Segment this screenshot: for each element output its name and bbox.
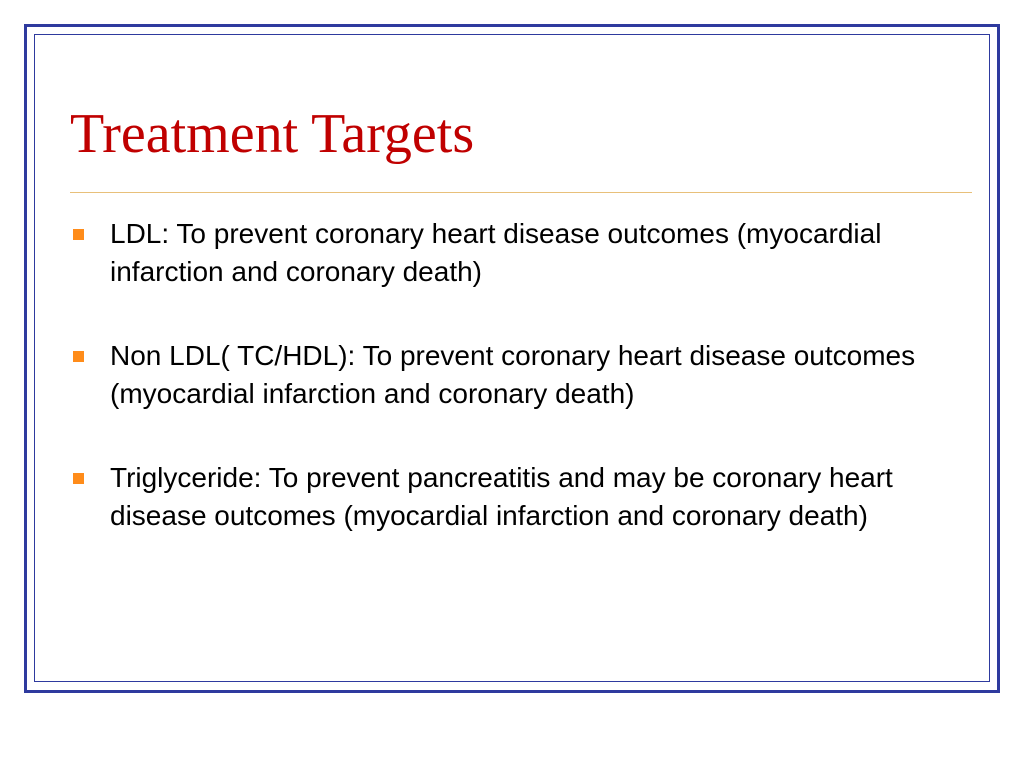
title-divider — [70, 192, 972, 193]
square-bullet-icon — [73, 473, 84, 484]
square-bullet-icon — [73, 229, 84, 240]
bullet-item-non-ldl — [70, 337, 960, 413]
square-bullet-icon — [73, 351, 84, 362]
bullet-text: Triglyceride: To prevent pancreatitis and may be coronary heart disease outcomes (myocardial infarction and coronary death) — [110, 462, 893, 531]
bullet-item-triglyceride — [70, 459, 960, 535]
bullet-text: LDL: To prevent coronary heart disease outcomes (myocardial infarction and coronary death) — [110, 218, 882, 287]
bullet-text: Non LDL( TC/HDL): To prevent coronary heart disease outcomes (myocardial infarction and coronary death) — [110, 340, 916, 409]
bullet-list — [70, 215, 960, 581]
slide-title: Treatment Targets — [70, 103, 475, 165]
bullet-item-ldl — [70, 215, 960, 291]
